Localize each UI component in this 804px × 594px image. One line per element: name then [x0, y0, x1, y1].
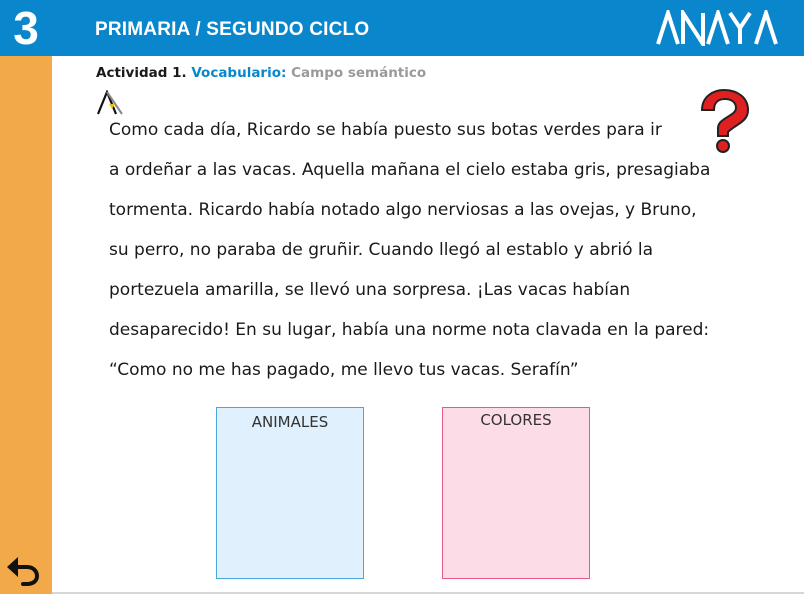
header-title: PRIMARIA / SEGUNDO CICLO [95, 19, 370, 40]
text-line: a ordeñar a las vacas. Aquella mañana el cielo estaba gris, presagiaba [109, 160, 711, 180]
grade-number: 3 [13, 2, 39, 54]
activity-number: Actividad 1. [96, 65, 187, 81]
back-arrow-icon[interactable] [6, 553, 40, 587]
text-line: “Como no me has pagado, me llevo tus vacas. Serafín” [109, 360, 579, 380]
animales-label: ANIMALES [251, 413, 329, 431]
activity-category: Vocabulario: [191, 65, 287, 81]
animales-drop-box[interactable] [216, 407, 364, 579]
colores-drop-box[interactable] [442, 407, 590, 579]
colores-label: COLORES [480, 411, 552, 429]
anaya-logo [656, 10, 780, 46]
activity-subcategory: Campo semántico [291, 65, 427, 81]
text-line: Como cada día, Ricardo se había puesto sus botas verdes para ir [109, 120, 662, 140]
activity-heading [96, 65, 426, 81]
left-sidebar [0, 0, 52, 594]
text-line: su perro, no paraba de gruñir. Cuando llegó al establo y abrió la [109, 240, 654, 260]
text-line: portezuela amarilla, se llevó una sorpresa. ¡Las vacas habían [109, 280, 631, 300]
reading-passage [109, 110, 769, 390]
text-line: tormenta. Ricardo había notado algo nerviosas a las ovejas, y Bruno, [109, 200, 697, 220]
text-line: desaparecido! En su lugar, había una norme nota clavada en la pared: [109, 320, 710, 340]
